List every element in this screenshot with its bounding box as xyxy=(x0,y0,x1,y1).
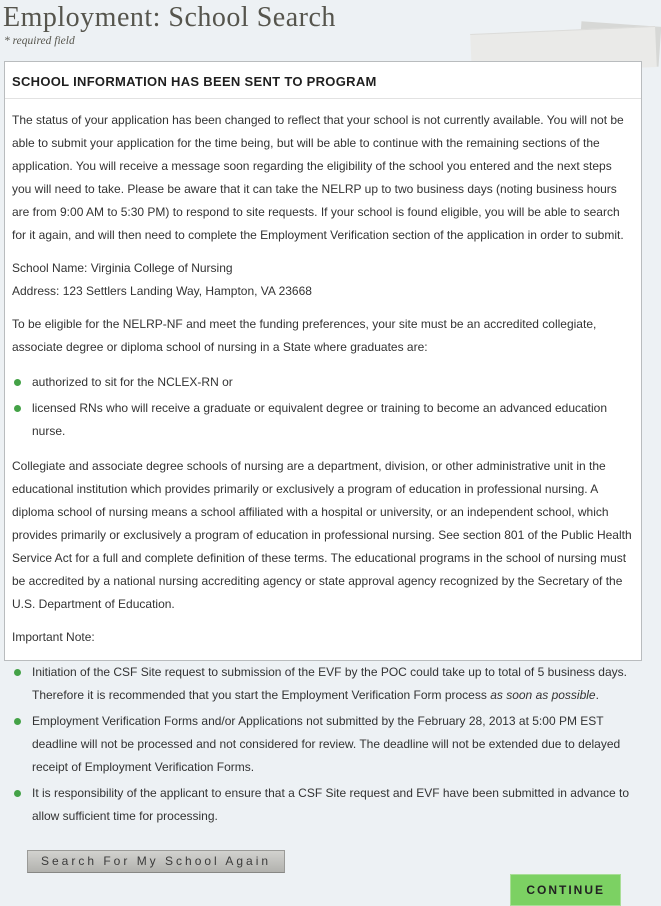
bullet-dot-icon xyxy=(14,405,21,412)
list-item xyxy=(12,710,634,779)
bullet-dot-icon xyxy=(14,669,21,676)
important-note-bullet-list xyxy=(12,661,634,828)
school-address-line: Address: 123 Settlers Landing Way, Hampton, VA 23668 xyxy=(12,284,312,298)
bullet-dot-icon xyxy=(14,718,21,725)
status-intro-paragraph: The status of your application has been changed to reflect that your school is not currently available. You will not be able to submit your application for the time being, but will be able to continue with the remaining sections of the application. You will receive a message soon regarding the eligibility of the school you entered and the next steps you will need to take. Please be aware that it can take the NELRP up to two business days (noting business hours are from 9:00 AM to 5:30 PM) to respond to site requests. If your school is found eligible, you will be able to search for it again, and will then need to complete the Employment Verification section of the application in order to submit. xyxy=(12,113,624,242)
list-item xyxy=(12,782,634,828)
bullet-dot-icon xyxy=(14,379,21,386)
list-item xyxy=(12,371,634,394)
school-search-panel xyxy=(4,61,642,897)
note-bullet-text: Employment Verification Forms and/or Applications not submitted by the February 28, 2013 at 5:00 PM EST deadline will not be processed and not considered for review. The deadline will not be extended due to delayed receipt of Employment Verification Forms. xyxy=(32,714,621,774)
continue-button-row xyxy=(12,874,634,906)
school-info-block xyxy=(12,257,634,303)
eligibility-bullet-list xyxy=(12,371,634,443)
note-bullet-suffix: . xyxy=(595,688,599,702)
note-bullet-emphasis: as soon as possible xyxy=(490,688,596,702)
list-item xyxy=(12,661,634,707)
required-field-note: * required field xyxy=(4,35,75,47)
important-note-label: Important Note: xyxy=(12,630,95,644)
list-item xyxy=(12,397,634,443)
page-title: Employment: School Search xyxy=(3,2,336,33)
note-bullet-text: It is responsibility of the applicant to ensure that a CSF Site request and EVF have been submitted in advance to allow sufficient time for processing. xyxy=(32,786,630,823)
bullet-dot-icon xyxy=(14,790,21,797)
search-for-my-school-again-button[interactable]: Search For My School Again xyxy=(27,850,285,873)
continue-button[interactable]: CONTINUE xyxy=(510,874,621,906)
definition-paragraph: Collegiate and associate degree schools of nursing are a department, division, or other administrative unit in the educational institution which provides primarily or exclusively a program of education in professional nursing. A diploma school of nursing means a school affiliated with a hospital or university, or an independent school, which provides primarily or exclusively a program of education in professional nursing. See section 801 of the Public Health Service Act for a full and complete definition of these terms. The educational programs in the school of nursing must be accredited by a national nursing accrediting agency or state approval agency recognized by the Secretary of the U.S. Department of Education. xyxy=(12,459,632,611)
heading-divider xyxy=(5,98,641,99)
note-bullet-text: Initiation of the CSF Site request to submission of the EVF by the POC could take up to total of 5 business days. Therefore it is recommended that you start the Employment Verification Form process xyxy=(32,665,627,702)
eligibility-bullet-text: licensed RNs who will receive a graduate or equivalent degree or training to become an advanced education nurse. xyxy=(32,401,608,438)
page-header xyxy=(0,0,646,47)
eligibility-bullet-text: authorized to sit for the NCLEX-RN or xyxy=(32,375,233,389)
panel-heading: SCHOOL INFORMATION HAS BEEN SENT TO PROGRAM xyxy=(12,74,377,89)
eligibility-intro-paragraph: To be eligible for the NELRP-NF and meet the funding preferences, your site must be an accredited collegiate, associate degree or diploma school of nursing in a State where graduates are: xyxy=(12,317,597,354)
school-name-line: School Name: Virginia College of Nursing xyxy=(12,261,233,275)
